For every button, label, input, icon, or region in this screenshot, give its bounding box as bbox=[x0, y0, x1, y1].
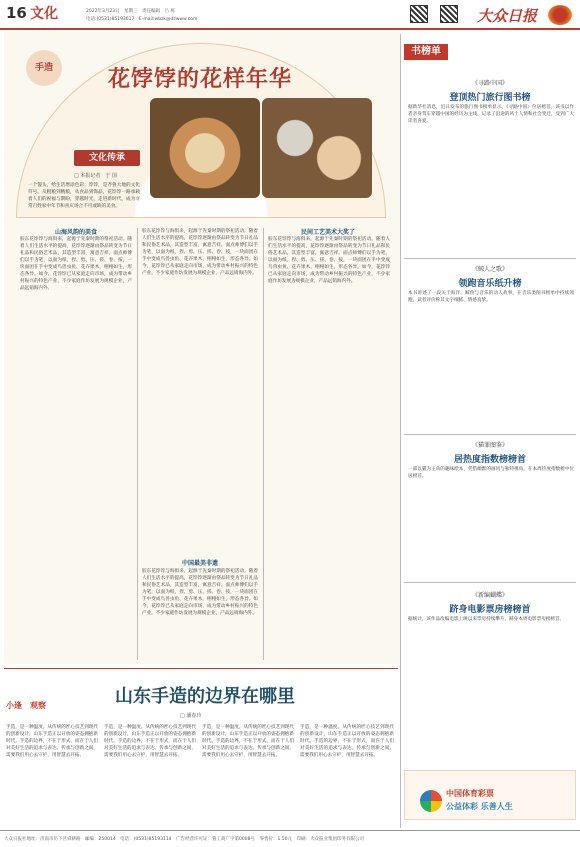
bottom-col-4: 手造，是一种温度。从传统的匠心技艺到现代的创新设计，山东手造正以开放的姿态拥抱新时代。手造的边界，不在于形式，而在于人们对美好生活的追求与表达。传承与创新之间，需要我们用心去守护，用智慧去开拓。 bbox=[300, 725, 394, 758]
body-column-2b: 胶东花饽饽与海俱来，起源于先秦时期的祭祀活动。随着人们生活水平的提高，花饽饽逐渐由祭品转变为节日礼品和民俗艺术品，其造型丰富，寓意吉祥。面点师傅们以手为笔，以面为纸，捏、剪、压、搓、卷、按，一块面团在手中变成鸟兽虫鱼、花卉果木，栩栩如生，形态各异。如今，花饽饽已从家庭走向市场，成为带动乡村振兴的特色产业，不少家庭作坊发展为规模企业，产品远销海内外。 bbox=[142, 569, 258, 616]
column-tag: 小逢 观察 bbox=[6, 701, 46, 710]
item-2-body: 本书讲述了一段关于海洋、鲸鱼与音乐的动人故事，在音乐类图书榜单中持续领跑，读者评价称其文字细腻、情感真挚。 bbox=[408, 291, 574, 303]
column-divider bbox=[137, 228, 138, 660]
item-divider bbox=[404, 258, 576, 259]
item-1-body: 据新华社消息，近日发布的旅行图书榜单显示，《寻路中国》位居榜首。该书以作者亲身驾车穿越中国的经历为主线，记录了沿途的风土人情和社会变迁，受到广大读者喜爱。 bbox=[408, 105, 574, 124]
stamp-seal: 手造 bbox=[26, 50, 62, 86]
bottom-col-1: 手造，是一种温度。从传统的匠心技艺到现代的创新设计，山东手造正以开放的姿态拥抱新时代。手造的边界，不在于形式，而在于人们对美好生活的追求与表达。传承与创新之间，需要我们用心去守护，用智慧去开拓。 bbox=[6, 725, 98, 758]
item-3-tag: 《猫罪图鉴》 bbox=[471, 442, 508, 449]
qr-code-icon-2 bbox=[440, 5, 458, 23]
bottom-col-3: 手造，是一种温度。从传统的匠心技艺到现代的创新设计，山东手造正以开放的姿态拥抱新时代。手造的边界，不在于形式，而在于人们对美好生活的追求与表达。传承与创新之间，需要我们用心去守护，用智慧去开拓。 bbox=[202, 725, 294, 758]
body-column-2: 胶东花饽饽与海俱来，起源于先秦时期的祭祀活动。随着人们生活水平的提高，花饽饽逐渐由祭品转变为节日礼品和民俗艺术品，其造型丰富，寓意吉祥。面点师傅们以手为笔，以面为纸，捏、剪、压、搓、卷、按，一块面团在手中变成鸟兽虫鱼、花卉果木，栩栩如生，形态各异。如今，花饽饽已从家庭走向市场，成为带动乡村振兴的特色产业，不少家庭作坊发展为规模企业，产品远销海内外。 bbox=[142, 229, 258, 276]
subheading-3: 民间工艺美术大奖了 bbox=[300, 229, 355, 236]
masthead: 大众日报 bbox=[477, 7, 538, 25]
culture-badge: 文化传承 bbox=[74, 150, 140, 166]
meta-line-2: 电话:(0531)85193617 E-mail:wbzk@dzwww.com bbox=[86, 17, 198, 22]
column-divider-2 bbox=[263, 228, 264, 660]
feature-intro: 一个馒头，给生活增添色彩；饽饽，是齐鲁大地的文化符号。从粗粮到精粮，从食品到饰品，花饽饽一路承载着人们的祝福与期盼，穿越时光，走进新时代，成为寻常百姓家中年节和喜庆场合不可或缺的美食。 bbox=[28, 183, 140, 209]
ad-line-2: 公益体彩 乐善人生 bbox=[446, 802, 513, 811]
body-column-1: 胶东花饽饽与海俱来，起源于先秦时期的祭祀活动。随着人们生活水平的提高，花饽饽逐渐由祭品转变为节日礼品和民俗艺术品，其造型丰富，寓意吉祥。面点师傅们以手为笔，以面为纸，捏、剪、压、搓、卷、按，一块面团在手中变成鸟兽虫鱼、花卉果木，栩栩如生，形态各异。如今，花饽饽已从家庭走向市场，成为带动乡村振兴的特色产业，不少家庭作坊发展为规模企业，产品远销海内外。 bbox=[20, 237, 132, 291]
subheading-2: 中国最美非遗 bbox=[181, 560, 218, 567]
page-footer: 大众日报社地址：济南市历下区舜耕路 邮编：250014 电话：(0531)85193114 广告经营许可证：鲁工商广字第0008号 零售价：1.50元 印刷：大众报业集团印务有限公司 bbox=[0, 830, 580, 847]
bottom-title: 山东手造的边界在哪里 bbox=[115, 686, 295, 707]
item-3-body: 一部以猫为主角的趣味绘本，凭借幽默的画风与独特视角，在本周热度指数榜中位居榜首。 bbox=[408, 467, 574, 479]
item-4-tag: 《新编蝴蝶》 bbox=[471, 592, 508, 599]
item-3-title: 居热度指数榜榜首 bbox=[453, 455, 526, 465]
flower-bun-photo-right bbox=[262, 98, 372, 198]
page-number: 16 bbox=[6, 4, 27, 22]
body-column-3: 胶东花饽饽与海俱来，起源于先秦时期的祭祀活动。随着人们生活水平的提高，花饽饽逐渐由祭品转变为节日礼品和民俗艺术品，其造型丰富，寓意吉祥。面点师傅们以手为笔，以面为纸，捏、剪、压、搓、卷、按，一块面团在手中变成鸟兽虫鱼、花卉果木，栩栩如生，形态各异。如今，花饽饽已从家庭走向市场，成为带动乡村振兴的特色产业，不少家庭作坊发展为规模企业，产品远销海内外。 bbox=[268, 237, 390, 284]
section-title: 文化 bbox=[30, 6, 58, 22]
bottom-col-2: 手造，是一种温度。从传统的匠心技艺到现代的创新设计，山东手造正以开放的姿态拥抱新时代。手造的边界，不在于形式，而在于人们对美好生活的追求与表达。传承与创新之间，需要我们用心去守护，用智慧去开拓。 bbox=[104, 725, 196, 758]
item-divider-2 bbox=[404, 434, 576, 435]
item-divider-3 bbox=[404, 582, 576, 583]
qr-code-icon bbox=[410, 5, 428, 23]
item-4-body: 据统计，该作品改编电影上映以来票房持续攀升，跻身本周电影票房榜榜首。 bbox=[408, 617, 565, 622]
meta-line-1: 2022年3月23日 星期三 责任编辑 吕 栎 bbox=[86, 9, 175, 14]
feature-byline: □ 本报记者 于 国 bbox=[74, 173, 117, 179]
book-list-header: 书榜单 bbox=[404, 44, 448, 60]
flower-bun-photo-left bbox=[150, 98, 260, 198]
item-2-title: 领跑音乐纸升榜 bbox=[458, 279, 522, 289]
item-1-tag: 《寻路中国》 bbox=[471, 80, 508, 87]
newspaper-logo-icon bbox=[548, 5, 572, 25]
item-2-tag: 《鲸人之歌》 bbox=[471, 266, 508, 273]
bottom-byline: □ 潘春玲 bbox=[180, 713, 202, 719]
lottery-logo-icon bbox=[420, 790, 442, 812]
ad-line-1: 中国体育彩票 bbox=[446, 789, 494, 798]
item-4-title: 跻身电影票房榜榜首 bbox=[449, 605, 531, 615]
right-divider bbox=[400, 34, 401, 828]
item-1-title: 登顶热门旅行图书榜 bbox=[449, 93, 531, 103]
feature-title: 花饽饽的花样年华 bbox=[107, 67, 292, 92]
subheading-1: 山海风韵的美食 bbox=[54, 229, 97, 236]
bottom-rule bbox=[4, 668, 398, 669]
